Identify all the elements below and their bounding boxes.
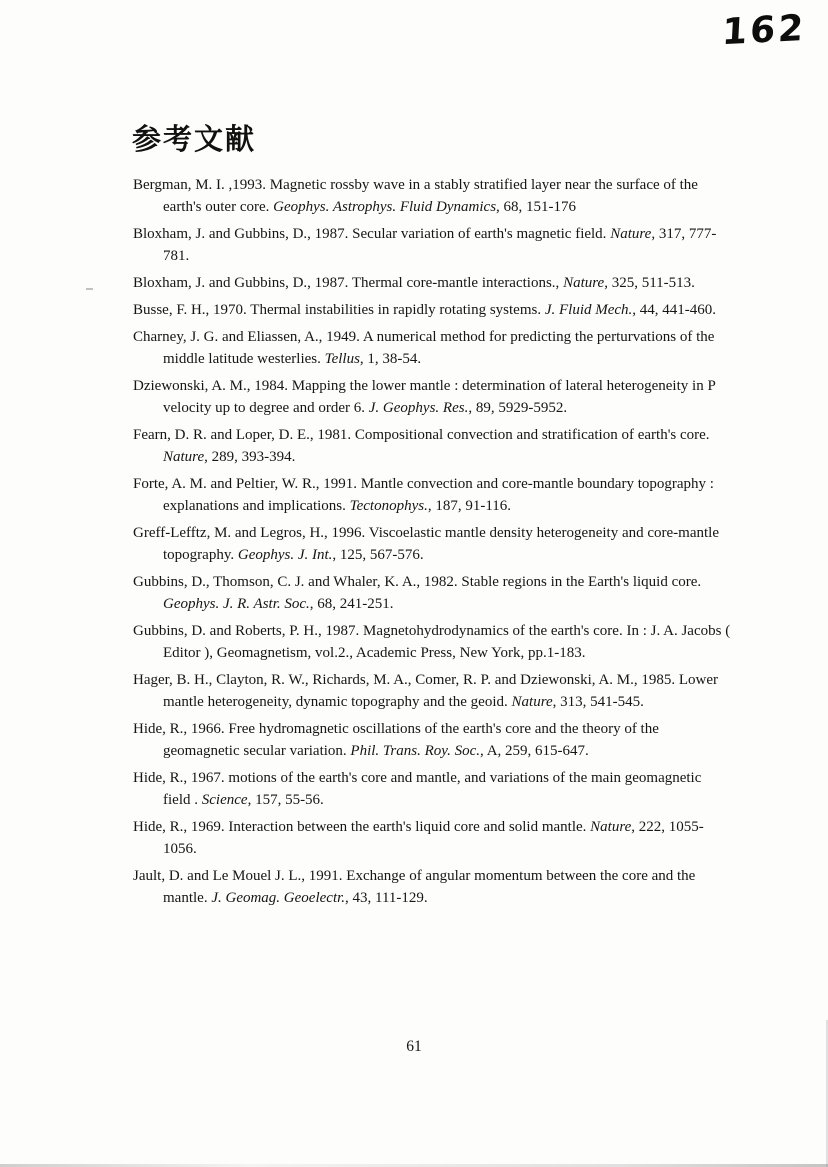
- reference-text: Jault, D. and Le Mouel J. L., 1991. Exchange of angular momentum between the core and the mantle.: [133, 868, 696, 906]
- reference-text: Bloxham, J. and Gubbins, D., 1987. Secular variation of earth's magnetic field.: [133, 226, 611, 242]
- journal-name: Nature: [563, 275, 605, 291]
- reference-text: , 1, 38-54.: [359, 351, 422, 367]
- reference-text: , 68, 241-251.: [309, 596, 394, 612]
- journal-name: Nature: [610, 226, 652, 242]
- reference-text: Hide, R., 1969. Interaction between the earth's liquid core and solid mantle.: [133, 819, 591, 835]
- reference-text: Gubbins, D. and Roberts, P. H., 1987. Magnetohydrodynamics of the earth's core. In : J. A. Jacobs ( Editor ), Geomagnetism, vol.2., Academic Press, New York, pp.1-183.: [133, 623, 731, 661]
- reference-text: Bloxham, J. and Gubbins, D., 1987. Thermal core-mantle interactions.,: [133, 275, 564, 291]
- journal-name: Tectonophys.: [349, 498, 428, 514]
- reference-entry: [133, 816, 731, 860]
- journal-name: Nature: [590, 819, 632, 835]
- reference-entry: [133, 522, 731, 566]
- journal-name: Phil. Trans. Roy. Soc.: [350, 743, 481, 759]
- reference-text: , 289, 393-394.: [204, 449, 296, 465]
- reference-entry: [133, 375, 731, 419]
- reference-text: Dziewonski, A. M., 1984. Mapping the lower mantle : determination of lateral heterogeneity in P velocity up to degree and order 6.: [133, 378, 716, 416]
- reference-entry: [133, 326, 731, 370]
- scan-speck: [86, 288, 93, 290]
- page-number: 61: [406, 1038, 422, 1055]
- journal-name: Geophys. J. Int.: [237, 547, 333, 563]
- reference-text: , 325, 511-513.: [604, 275, 695, 291]
- references-heading: 参考文献: [132, 124, 257, 157]
- reference-entry: [133, 424, 731, 468]
- reference-entry: [133, 272, 731, 294]
- reference-entry: [133, 767, 731, 811]
- reference-text: , 44, 441-460.: [632, 302, 717, 318]
- journal-name: Tellus: [324, 351, 360, 367]
- reference-text: Hide, R., 1966. Free hydromagnetic oscillations of the earth's core and the theory of the geomagnetic secular variation.: [133, 721, 659, 759]
- reference-text: Busse, F. H., 1970. Thermal instabilities in rapidly rotating systems.: [133, 302, 545, 318]
- reference-text: Gubbins, D., Thomson, C. J. and Whaler, K. A., 1982. Stable regions in the Earth's liquid core.: [133, 574, 702, 590]
- reference-entry: [133, 299, 731, 321]
- reference-text: , 187, 91-116.: [427, 498, 512, 514]
- reference-text: Hager, B. H., Clayton, R. W., Richards, M. A., Comer, R. P. and Dziewonski, A. M., 1985. Lower mantle heterogeneity, dynamic topography and the geoid.: [133, 672, 719, 710]
- journal-name: Nature: [511, 694, 553, 710]
- reference-text: , 313, 541-545.: [552, 694, 644, 710]
- reference-entry: [133, 571, 731, 615]
- journal-name: Geophys. Astrophys. Fluid Dynamics: [273, 199, 497, 215]
- journal-name: J. Geophys. Res.: [368, 400, 469, 416]
- reference-text: Bergman, M. I. ,1993. Magnetic rossby wave in a stably stratified layer near the surface of the earth's outer core.: [133, 177, 698, 215]
- journal-name: Science: [201, 792, 248, 808]
- reference-text: Forte, A. M. and Peltier, W. R., 1991. Mantle convection and core-mantle boundary topography : explanations and implications.: [133, 476, 714, 514]
- journal-name: Nature: [163, 449, 205, 465]
- reference-entry: [133, 223, 731, 267]
- reference-text: , A, 259, 615-647.: [480, 743, 589, 759]
- reference-text: , 157, 55-56.: [247, 792, 324, 808]
- journal-name: J. Geomag. Geoelectr.: [211, 890, 346, 906]
- reference-text: Charney, J. G. and Eliassen, A., 1949. A numerical method for predicting the perturvations of the middle latitude westerlies.: [133, 329, 715, 367]
- handwritten-page-number: 162: [720, 7, 808, 54]
- reference-entry: [133, 669, 731, 713]
- reference-entry: [133, 174, 731, 218]
- reference-text: , 317, 777-781.: [163, 226, 717, 264]
- reference-entry: [133, 718, 731, 762]
- reference-entry: [133, 620, 731, 664]
- journal-name: Geophys. J. R. Astr. Soc.: [163, 596, 310, 612]
- reference-list: [133, 174, 731, 914]
- reference-entry: [133, 865, 731, 909]
- reference-text: Hide, R., 1967. motions of the earth's core and mantle, and variations of the main geomagnetic field .: [133, 770, 702, 808]
- reference-entry: [133, 473, 731, 517]
- reference-text: , 222, 1055-1056.: [163, 819, 704, 857]
- reference-text: , 89, 5929-5952.: [468, 400, 568, 416]
- reference-text: Fearn, D. R. and Loper, D. E., 1981. Compositional convection and stratification of earth's core.: [133, 427, 710, 443]
- reference-text: Greff-Lefftz, M. and Legros, H., 1996. Viscoelastic mantle density heterogeneity and core-mantle topography.: [133, 525, 719, 563]
- reference-text: , 125, 567-576.: [332, 547, 424, 563]
- reference-text: , 43, 111-129.: [345, 890, 428, 906]
- reference-text: , 68, 151-176: [496, 199, 577, 215]
- journal-name: J. Fluid Mech.: [544, 302, 633, 318]
